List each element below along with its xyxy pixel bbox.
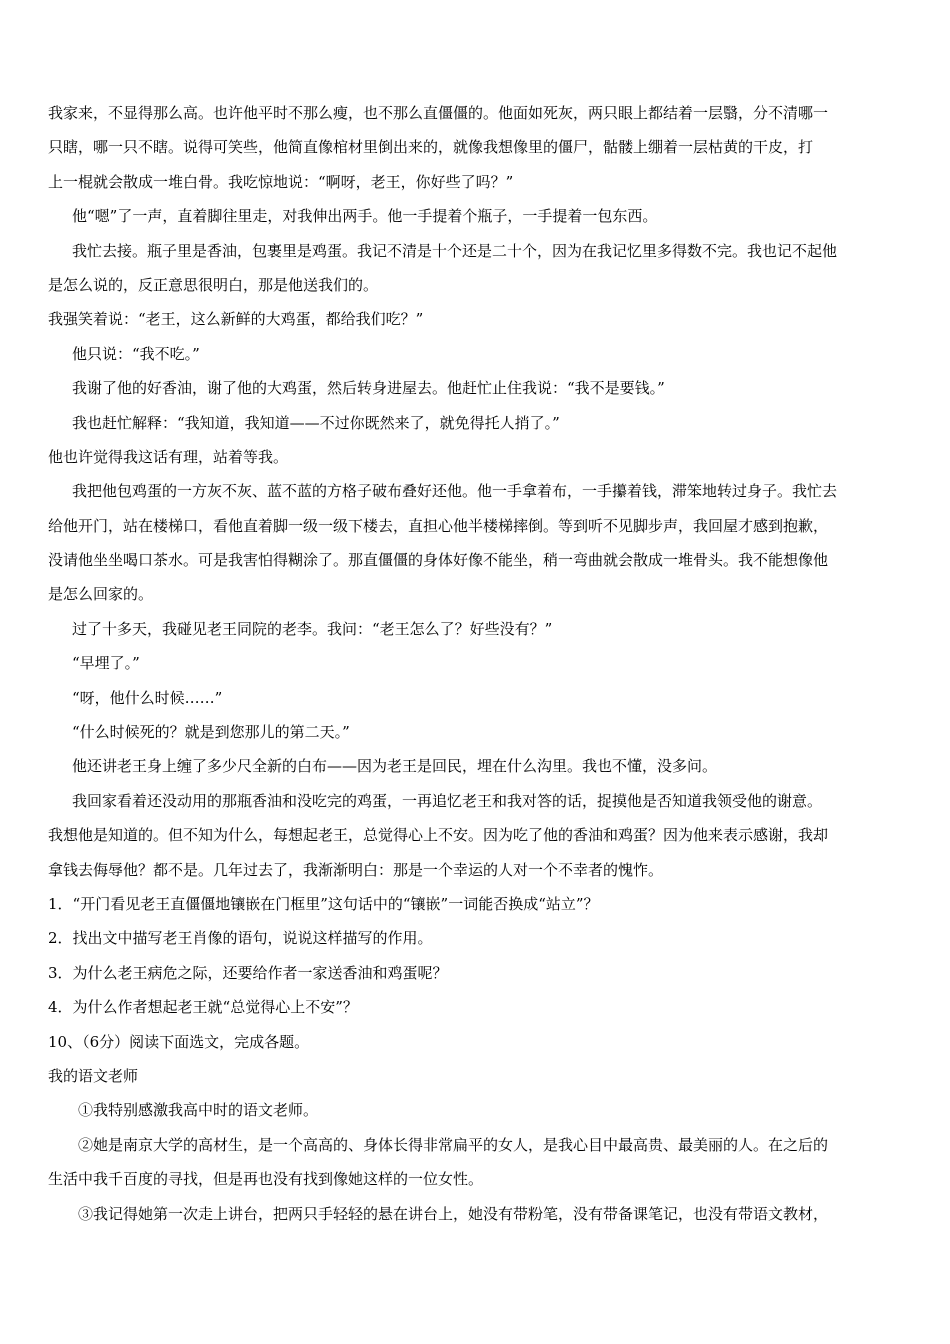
text-line: “早埋了。” (72, 654, 140, 673)
text-line: 是怎么说的，反正意思很明白，那是他送我们的。 (48, 275, 379, 294)
text-line: 我谢了他的好香油，谢了他的大鸡蛋，然后转身进屋去。他赶忙止住我说：“我不是要钱。” (72, 379, 665, 398)
question-1: 1．“开门看见老王直僵僵地镶嵌在门框里”这句话中的“镶嵌”一词能否换成“站立”？ (48, 894, 599, 913)
reading-text (48, 96, 906, 1231)
text-line: 他只说：“我不吃。” (72, 344, 200, 363)
text-line: 我回家看着还没动用的那瓶香油和没吃完的鸡蛋，一再追忆老王和我对答的话，捉摸他是否知道我领受他的谢意。 (72, 791, 823, 810)
question-4: 4．为什么作者想起老王就“总觉得心上不安”？ (48, 998, 358, 1017)
text-line: 我想他是知道的。但不知为什么，每想起老王，总觉得心上不安。因为吃了他的香油和鸡蛋？因为他来表示感谢，我却 (48, 826, 829, 845)
text-line: 给他开门，站在楼梯口，看他直着脚一级一级下楼去，直担心他半楼梯摔倒。等到听不见脚步声，我回屋才感到抱歉， (48, 516, 829, 535)
text-line: 我家来，不显得那么高。也许他平时不那么瘦，也不那么直僵僵的。他面如死灰，两只眼上都结着一层翳，分不清哪一 (48, 104, 829, 122)
text-line: 他还讲老王身上缠了多少尺全新的白布——因为老王是回民，埋在什么沟里。我也不懂，没多问。 (72, 757, 718, 776)
text-line: ③我记得她第一次走上讲台，把两只手轻轻的悬在讲台上，她没有带粉笔，没有带备课笔记，也没有带语文教材， (78, 1204, 829, 1223)
text-line: 拿钱去侮辱他？都不是。几年过去了，我渐渐明白：那是一个幸运的人对一个不幸者的愧怍。 (48, 860, 664, 879)
article-title: 我的语文老师 (48, 1066, 139, 1085)
question-2: 2．找出文中描写老王肖像的语句，说说这样描写的作用。 (48, 929, 433, 948)
text-line: 上一棍就会散成一堆白骨。我吃惊地说：“啊呀，老王，你好些了吗？” (48, 172, 514, 191)
section-heading: 10、（6分）阅读下面选文，完成各题。 (48, 1032, 310, 1051)
text-line: 生活中我千百度的寻找，但是再也没有找到像她这样的一位女性。 (48, 1170, 484, 1189)
text-line: ②她是南京大学的高材生，是一个高高的、身体长得非常扁平的女人，是我心目中最高贵、最美丽的人。在之后的 (78, 1135, 829, 1154)
text-line: ①我特别感激我高中时的语文老师。 (78, 1101, 319, 1120)
text-line: “呀，他什么时候……” (72, 688, 223, 707)
text-line: 他“嗯”了一声，直着脚往里走，对我伸出两手。他一手提着个瓶子，一手提着一包东西。 (72, 207, 658, 226)
text-line: 只瞎，哪一只不瞎。说得可笑些，他简直像棺材里倒出来的，就像我想像里的僵尸，骷髅上绷着一层枯黄的干皮，打 (48, 138, 814, 157)
text-line: 我把他包鸡蛋的一方灰不灰、蓝不蓝的方格子破布叠好还他。他一手拿着布，一手攥着钱，滞笨地转过身子。我忙去 (72, 482, 838, 501)
text-line: 我也赶忙解释：“我知道，我知道——不过你既然来了，就免得托人捎了。” (72, 413, 560, 432)
text-line: 过了十多天，我碰见老王同院的老李。我问：“老王怎么了？好些没有？” (72, 619, 553, 638)
text-line: 我强笑着说：“老王，这么新鲜的大鸡蛋，都给我们吃？” (48, 310, 424, 329)
text-line: 我忙去接。瓶子里是香油，包裹里是鸡蛋。我记不清是十个还是二十个，因为在我记忆里多得数不完。我也记不起他 (72, 241, 838, 260)
question-3: 3．为什么老王病危之际，还要给作者一家送香油和鸡蛋呢？ (48, 963, 448, 982)
text-line: 是怎么回家的。 (48, 585, 154, 604)
text-line: “什么时候死的？就是到您那儿的第二天。” (72, 723, 350, 742)
text-line: 他也许觉得我这话有理，站着等我。 (48, 447, 289, 466)
text-line: 没请他坐坐喝口茶水。可是我害怕得糊涂了。那直僵僵的身体好像不能坐，稍一弯曲就会散成一堆骨头。我不能想像他 (48, 551, 829, 570)
